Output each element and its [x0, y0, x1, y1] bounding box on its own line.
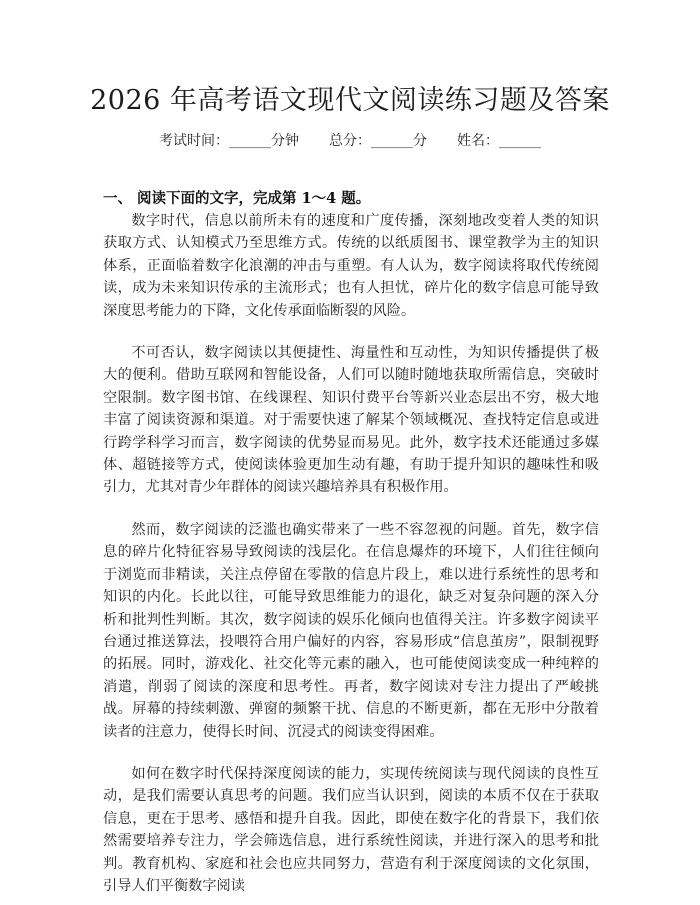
section-number: 一、	[103, 190, 132, 207]
document-title: 2026 年高考语文现代文阅读练习题及答案	[90, 85, 610, 116]
passage-paragraph-4: 如何在数字时代保持深度阅读的能力，实现传统阅读与现代阅读的良性互动，是我们需要认真思考的问题。我们应当认识到，阅读的本质不仅在于获取信息，更在于思考、感悟和提升自我。因此，即使在数字化的背景下，我们依然需要培养专注力，学会筛选信息，进行系统性阅读，并进行深入的思考和批判。教育机构、家庭和社会也应共同努力，营造有利于深度阅读的文化氛围，引导人们平衡数字阅读	[103, 765, 599, 894]
exam-time-field: 考试时间：______分钟	[159, 133, 299, 149]
passage-paragraph-2: 不可否认，数字阅读以其便捷性、海量性和互动性，为知识传播提供了极大的便利。借助互联网和智能设备，人们可以随时随地获取所需信息，突破时空限制。数字图书馆、在线课程、知识付费平台等新兴业态层出不穷，极大地丰富了阅读资源和渠道。对于需要快速了解某个领域概况、查找特定信息或进行跨学科学习而言，数字阅读的优势显而易见。此外，数字技术还能通过多媒体、超链接等方式，使阅读体验更加生动有趣，有助于提升知识的趣味性和吸引力，尤其对青少年群体的阅读兴趣培养具有积极作用。	[103, 345, 599, 496]
passage-paragraph-3: 然而，数字阅读的泛滥也确实带来了一些不容忽视的问题。首先，数字信息的碎片化特征容易导致阅读的浅层化。在信息爆炸的环境下，人们往往倾向于浏览而非精读，关注点停留在零散的信息片段上，难以进行系统性的思考和知识的内化。长此以往，可能导致思维能力的退化，缺乏对复杂问题的深入分析和批判性判断。其次，数字阅读的娱乐化倾向也值得关注。许多数字阅读平台通过推送算法，投喂符合用户偏好的内容，容易形成“信息茧房”，限制视野的拓展。同时，游戏化、社交化等元素的融入，也可能使阅读变成一种纯粹的消遣，削弱了阅读的深度和思考性。再者，数字阅读对专注力提出了严峻挑战。屏幕的持续刺激、弹窗的频繁干扰、信息的不断更新，都在无形中分散着读者的注意力，使得长时间、沉浸式的阅读变得困难。	[103, 521, 599, 740]
student-name-field: 姓名：______	[457, 133, 541, 149]
total-score-field: 总分：______分	[329, 133, 427, 149]
exam-info-line	[0, 131, 700, 151]
passage-paragraph-1: 数字时代，信息以前所未有的速度和广度传播，深刻地改变着人类的知识获取方式、认知模式乃至思维方式。传统的以纸质图书、课堂教学为主的知识体系，正面临着数字化浪潮的冲击与重塑。有人认为，数字阅读将取代传统阅读，成为未来知识传承的主流形式；也有人担忧，碎片化的数字信息可能导致深度思考能力的下降，文化传承面临断裂的风险。	[103, 213, 599, 319]
section-heading	[103, 189, 370, 209]
section-instruction: 阅读下面的文字，完成第 1～4 题。	[137, 190, 371, 207]
reading-passage	[103, 210, 599, 905]
